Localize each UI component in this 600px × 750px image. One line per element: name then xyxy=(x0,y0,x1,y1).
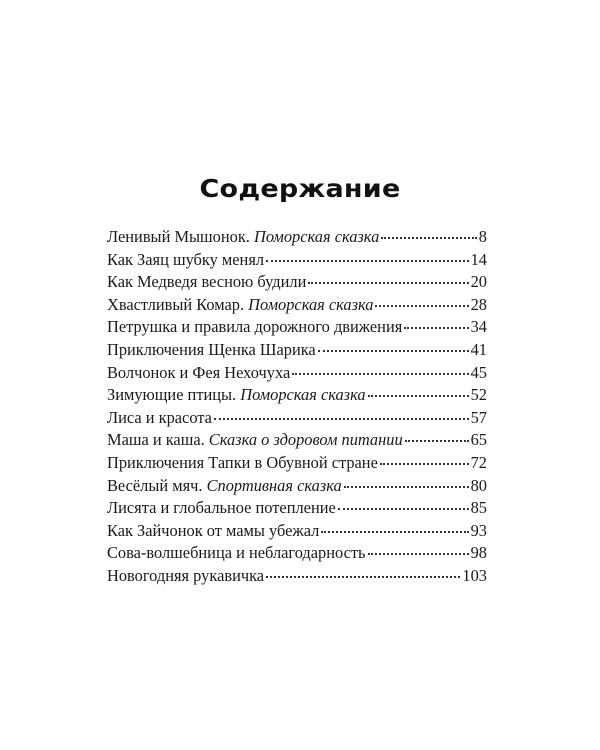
toc-page-number: 80 xyxy=(470,475,487,495)
toc-entry xyxy=(107,384,487,407)
toc-page-number: 52 xyxy=(470,385,487,405)
toc-entry xyxy=(107,407,487,430)
toc-entry-subtitle: Поморская сказка xyxy=(240,385,366,405)
toc-entry xyxy=(107,542,487,565)
toc-entry xyxy=(107,565,487,588)
toc-entry-text xyxy=(107,565,264,588)
toc-entry xyxy=(107,226,487,249)
toc-entry-title: Зимующие птицы. xyxy=(107,385,241,405)
toc-page-number: 72 xyxy=(470,452,487,472)
toc-entry-text xyxy=(107,475,342,498)
toc-entry-title: Петрушка и правила дорожного движения xyxy=(107,317,403,337)
dot-leader xyxy=(266,260,469,262)
toc-page-number: 8 xyxy=(478,227,487,246)
toc-entry-title: Лисята и глобальное потепление xyxy=(107,498,336,518)
toc-entry xyxy=(107,339,487,362)
toc-entry-title: Как Медведя весною будили xyxy=(107,272,307,292)
dot-leader xyxy=(344,486,469,488)
toc-page-number: 20 xyxy=(470,272,487,292)
dot-leader xyxy=(338,508,469,510)
toc-page-number: 98 xyxy=(470,543,487,563)
toc-entry-title: Сова-волшебница и неблагодарность xyxy=(107,543,366,563)
toc-entry-text xyxy=(107,452,378,475)
dot-leader xyxy=(292,373,468,375)
toc-entry xyxy=(107,294,487,317)
toc-entry xyxy=(107,497,487,520)
toc-entry xyxy=(107,520,487,543)
dot-leader xyxy=(405,440,469,442)
toc-entry-text xyxy=(107,339,316,362)
toc-entry-text xyxy=(107,542,366,565)
dot-leader xyxy=(318,350,469,352)
toc-entry-title: Маша и каша. xyxy=(107,430,209,450)
page-title: Содержание xyxy=(199,174,401,203)
toc-entry-text xyxy=(107,429,403,452)
toc-entry-subtitle: Сказка о здоровом питании xyxy=(208,430,403,450)
dot-leader xyxy=(404,327,468,329)
dot-leader xyxy=(266,576,460,578)
table-of-contents xyxy=(107,226,487,588)
toc-entry-title: Весёлый мяч. xyxy=(107,475,207,495)
toc-entry-text xyxy=(107,271,306,294)
toc-entry-text xyxy=(107,520,319,543)
toc-entry-text xyxy=(107,316,402,339)
toc-entry xyxy=(107,362,487,385)
toc-entry-title: Волчонок и Фея Нехочуха xyxy=(107,362,291,382)
dot-leader xyxy=(214,418,469,420)
dot-leader xyxy=(375,305,468,307)
toc-entry xyxy=(107,249,487,272)
toc-page-number: 28 xyxy=(470,294,487,314)
toc-entry-text xyxy=(107,362,290,385)
toc-entry-subtitle: Поморская сказка xyxy=(253,227,380,246)
toc-page-number: 57 xyxy=(470,407,487,427)
toc-entry-text xyxy=(107,497,336,520)
toc-entry-title: Приключения Тапки в Обувной стране xyxy=(107,452,378,472)
toc-page-number: 45 xyxy=(470,362,487,382)
toc-entry-text xyxy=(107,294,373,317)
toc-page-number: 93 xyxy=(470,520,487,540)
toc-entry-text xyxy=(107,249,264,272)
toc-entry xyxy=(107,271,487,294)
dot-leader xyxy=(380,463,469,465)
toc-entry-title: Новогодняя рукавичка xyxy=(107,565,265,585)
dot-leader xyxy=(368,395,469,397)
toc-entry-subtitle: Спортивная сказка xyxy=(206,475,342,495)
toc-page-number: 14 xyxy=(470,249,487,269)
dot-leader xyxy=(381,237,477,239)
toc-entry xyxy=(107,452,487,475)
toc-page-number: 65 xyxy=(470,430,487,450)
dot-leader xyxy=(368,553,469,555)
toc-entry xyxy=(107,316,487,339)
toc-entry-title: Как Заяц шубку менял xyxy=(107,249,265,269)
toc-page-number: 41 xyxy=(470,339,487,359)
toc-entry-title: Лиса и красота xyxy=(107,407,212,427)
toc-page-number: 34 xyxy=(470,317,487,337)
toc-entry-text xyxy=(107,384,366,407)
toc-entry-title: Хвастливый Комар. xyxy=(107,294,249,314)
toc-entry xyxy=(107,429,487,452)
toc-entry-text xyxy=(107,407,212,430)
toc-entry-title: Ленивый Мышонок. xyxy=(107,227,254,246)
toc-page-number: 85 xyxy=(470,498,487,518)
dot-leader xyxy=(308,282,468,284)
toc-entry-text xyxy=(107,226,379,249)
toc-entry-title: Приключения Щенка Шарика xyxy=(107,339,316,359)
toc-page-number: 103 xyxy=(462,565,487,585)
dot-leader xyxy=(321,531,468,533)
toc-entry-title: Как Зайчонок от мамы убежал xyxy=(107,520,320,540)
toc-entry xyxy=(107,475,487,498)
toc-entry-subtitle: Поморская сказка xyxy=(248,294,374,314)
